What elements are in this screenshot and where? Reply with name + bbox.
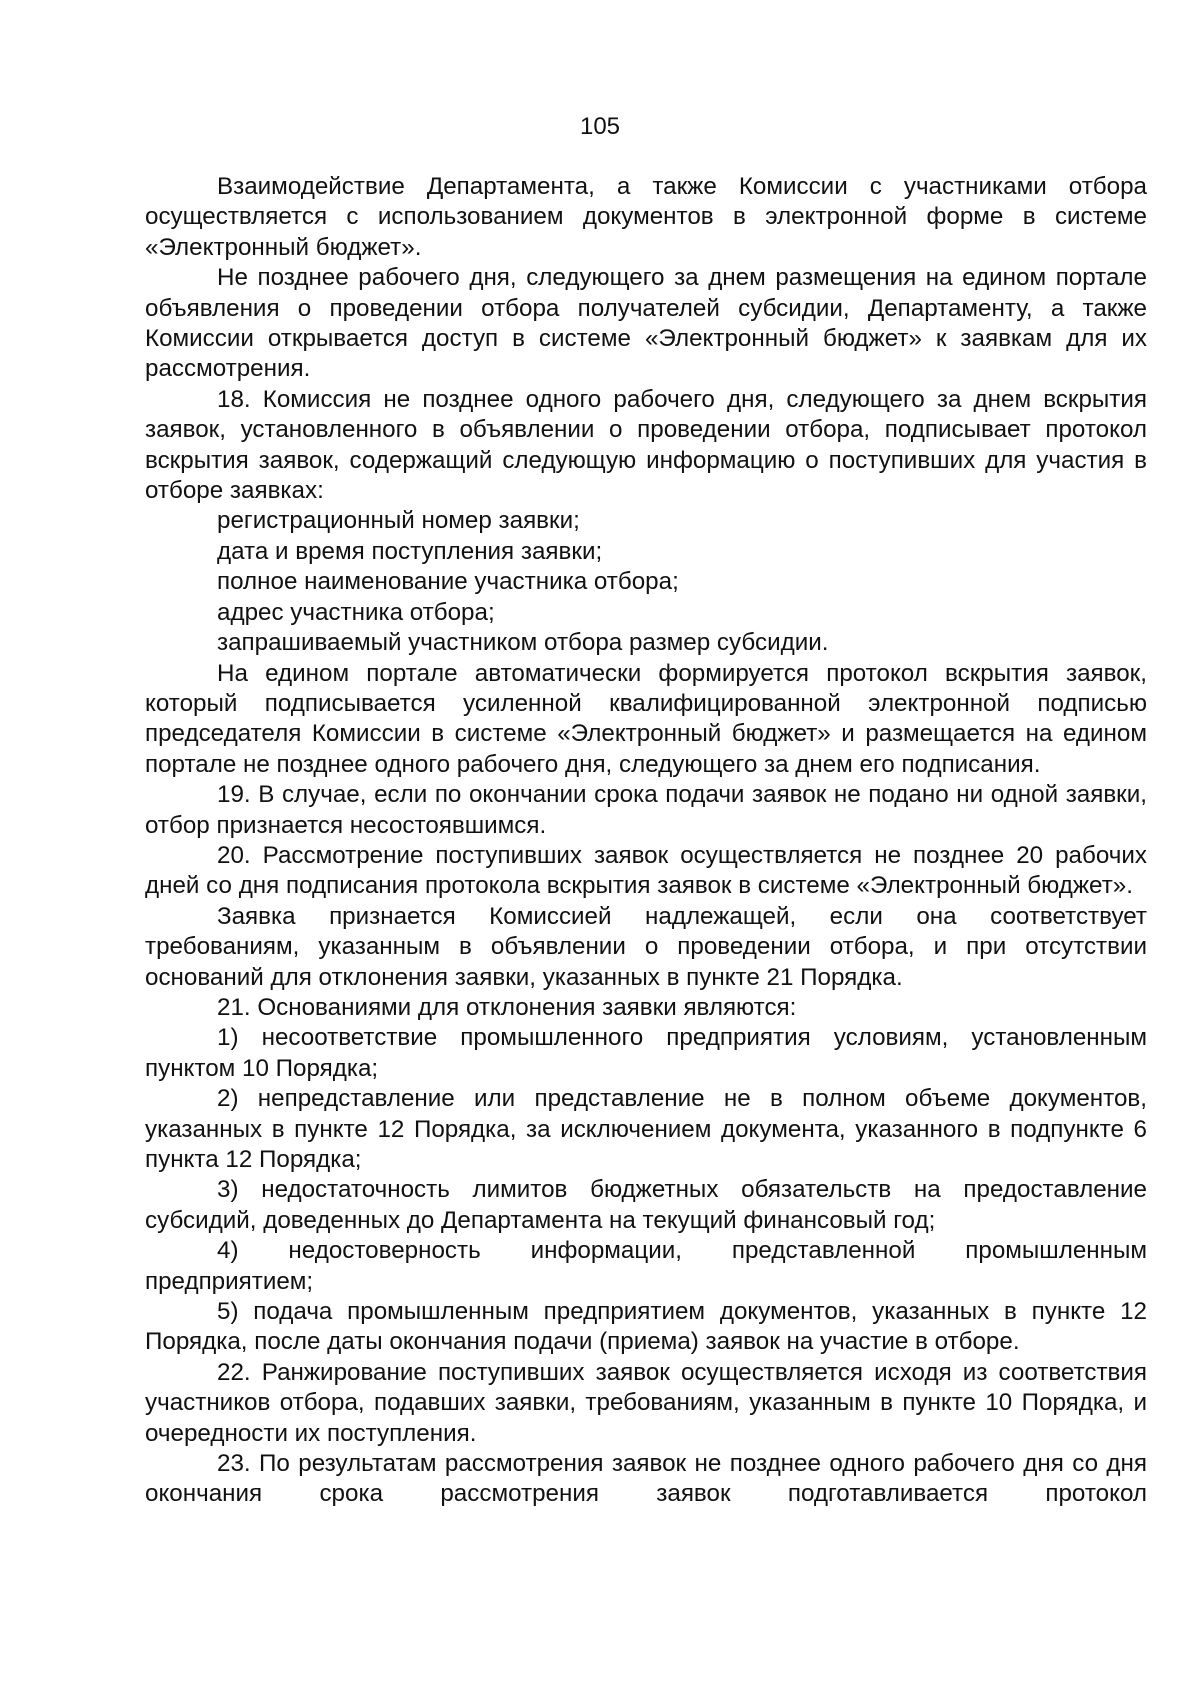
list-item-rejection-4: 4) недостоверность информации, представленной промышленным предприятием; [145,1237,1147,1295]
paragraph-item-20: 20. Рассмотрение поступивших заявок осуществляется не позднее 20 рабочих дней со дня подписания протокола вскрытия заявок в системе «Электронный бюджет». [145,841,1147,900]
paragraph-item-21: 21. Основаниями для отклонения заявки являются: [217,993,797,1021]
paragraph-electronic-interaction: Взаимодействие Департамента, а также Комиссии с участниками отбора осуществляется с использованием документов в электронной форме в системе «Электронный бюджет». [145,173,1147,261]
list-item-full-name: полное наименование участника отбора; [217,568,679,596]
paragraph-protocol-portal: На едином портале автоматически формируется протокол вскрытия заявок, который подписывается усиленной квалифицированной электронной подписью председателя Комиссии в системе «Электронный бюджет» и размещается на едином портале не позднее одного рабочего дня, следующего за днем его подписания. [145,659,1147,778]
page-number: 105 [579,113,621,140]
list-item-rejection-3: 3) недостаточность лимитов бюджетных обязательств на предоставление субсидий, доведенных до Департамента на текущий финансовый год; [145,1176,1147,1234]
paragraph-access-to-applications: Не позднее рабочего дня, следующего за днем размещения на едином портале объявления о проведении отбора получателей субсидии, Департаменту, а также Комиссии открывается доступ в системе «Электронный бюджет» к заявкам для их рассмотрения. [145,264,1147,383]
list-item-address: адрес участника отбора; [217,598,495,626]
list-item-subsidy-amount: запрашиваемый участником отбора размер субсидии. [217,629,829,657]
list-item-rejection-2: 2) непредставление или представление не в полном объеме документов, указанных в пункте 12 Порядка, за исключением документа, указанного в подпункте 6 пункта 12 Порядка; [145,1085,1147,1173]
document-body [145,172,1147,1510]
paragraph-item-19: 19. В случае, если по окончании срока подачи заявок не подано ни одной заявки, отбор признается несостоявшимся. [145,781,1147,839]
paragraph-application-proper: Заявка признается Комиссией надлежащей, если она соответствует требованиям, указанным в объявлении о проведении отбора, и при отсутствии оснований для отклонения заявки, указанных в пункте 21 Порядка. [145,902,1147,991]
paragraph-item-22: 22. Ранжирование поступивших заявок осуществляется исходя из соответствия участников отбора, подавших заявки, требованиям, указанным в пункте 10 Порядка, и очередности их поступления. [145,1358,1147,1447]
paragraph-item-23: 23. По результатам рассмотрения заявок не позднее одного рабочего дня со дня окончания срока рассмотрения заявок подготавливается протокол [145,1450,1147,1508]
list-item-rejection-1: 1) несоответствие промышленного предприятия условиям, установленным пунктом 10 Порядка; [145,1024,1147,1082]
list-item-rejection-5: 5) подача промышленным предприятием документов, указанных в пункте 12 Порядка, после даты окончания подачи (приема) заявок на участие в отборе. [145,1298,1147,1356]
list-item-registration-number: регистрационный номер заявки; [217,507,580,535]
list-item-date-time: дата и время поступления заявки; [217,537,603,565]
paragraph-item-18: 18. Комиссия не позднее одного рабочего дня, следующего за днем вскрытия заявок, установленного в объявлении о проведении отбора, подписывает протокол вскрытия заявок, содержащий следующую информацию о поступивших для участия в отборе заявках: [145,385,1147,505]
